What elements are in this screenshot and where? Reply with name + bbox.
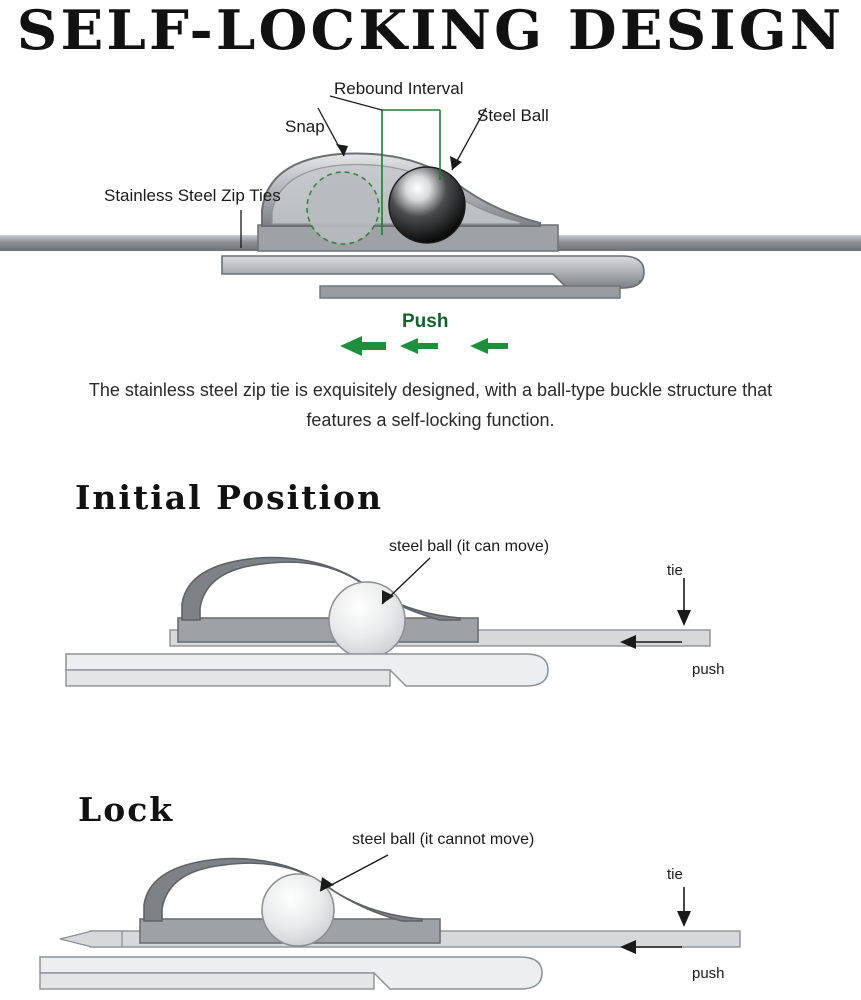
steel-ball	[389, 167, 465, 243]
heading-lock: Lock	[78, 790, 175, 829]
push-arrows	[340, 336, 508, 356]
tie-band-lock-tip	[60, 931, 122, 947]
label-tie-initial: tie	[667, 562, 683, 579]
initial-position-diagram	[0, 530, 861, 720]
lock-diagram	[0, 825, 861, 1000]
heading-initial-position: Initial Position	[75, 478, 383, 517]
caption-text: The stainless steel zip tie is exquisitely designed, with a ball-type buckle structure that features a self-locking function.	[88, 380, 773, 430]
buckle-arch-initial	[182, 558, 460, 620]
label-stainless-steel-zip-ties: Stainless Steel Zip Ties	[104, 186, 281, 205]
label-snap: Snap	[285, 117, 325, 136]
label-ball-lock: steel ball (it cannot move)	[352, 831, 535, 848]
snap-region	[307, 172, 379, 244]
lower-strap-lock-2	[40, 973, 374, 989]
push-arrow-3	[470, 338, 508, 354]
label-tie-lock: tie	[667, 866, 683, 883]
label-push-top: Push	[402, 311, 449, 332]
tie-arrow-head-lock	[677, 911, 691, 927]
push-arrow-2	[400, 338, 438, 354]
page-title: SELF-LOCKING DESIGN	[16, 0, 845, 62]
lower-strap-upper	[222, 256, 644, 288]
tie-arrow-head-initial	[677, 610, 691, 626]
steel-ball-arrowhead	[450, 156, 462, 170]
lower-strap-lower	[320, 286, 620, 298]
label-push-lock: push	[692, 965, 725, 982]
initial-position-svg	[0, 530, 861, 720]
label-push-initial: push	[692, 661, 725, 678]
buckle-base-initial	[178, 618, 478, 642]
label-ball-initial: steel ball (it can move)	[389, 538, 550, 555]
lock-svg	[0, 825, 861, 1000]
push-arrow-1	[340, 336, 386, 356]
label-rebound-interval: Rebound Interval	[334, 79, 464, 98]
label-steel-ball: Steel Ball	[477, 106, 549, 125]
lower-strap-initial-2	[66, 670, 390, 686]
